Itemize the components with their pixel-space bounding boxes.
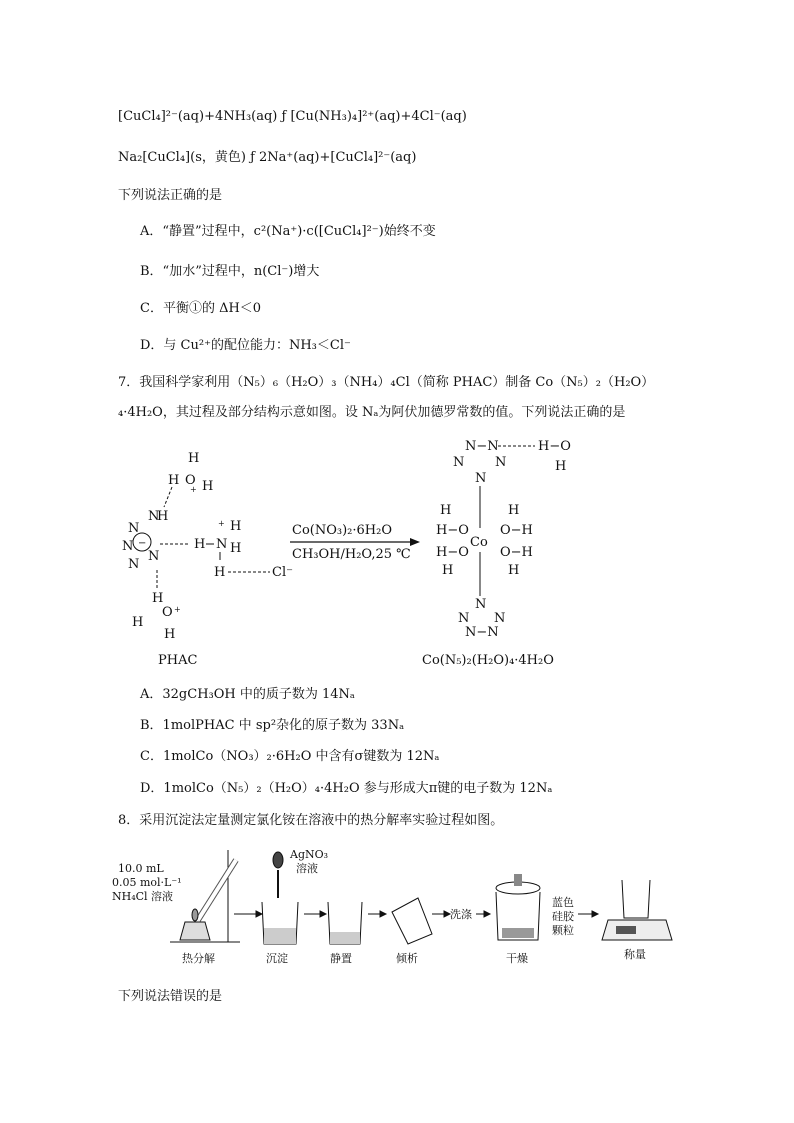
svg-text:N: N — [128, 521, 140, 536]
svg-text:O−H: O−H — [500, 545, 533, 560]
svg-text:N: N — [494, 611, 506, 626]
q7-option-c: C．1molCo（NO₃）₂·6H₂O 中含有σ键数为 12Nₐ — [140, 749, 440, 764]
step-heat: 热分解 — [182, 952, 215, 965]
q8-prompt: 下列说法错误的是 — [118, 989, 223, 1004]
q7-stem-line2: ₄·4H₂O，其过程及部分结构示意如图。设 Nₐ为阿伏加德罗常数的值。下列说法正确的是 — [118, 405, 626, 420]
svg-text:O: O — [162, 605, 173, 620]
svg-text:H: H — [164, 627, 176, 642]
svg-text:H−O: H−O — [436, 523, 469, 538]
svg-text:H: H — [194, 537, 206, 552]
wash-label: 洗涤 — [450, 908, 472, 921]
svg-text:O−H: O−H — [500, 523, 533, 538]
q7-option-d: D．1molCo（N₅）₂（H₂O）₄·4H₂O 参与形成大π键的电子数为 12Nₐ — [140, 781, 553, 796]
svg-text:H−O: H−O — [436, 545, 469, 560]
step-dry: 干燥 — [506, 952, 528, 965]
svg-text:N−N: N−N — [465, 439, 499, 454]
svg-text:N: N — [475, 597, 487, 612]
silica-label-1: 蓝色 — [552, 896, 574, 909]
svg-text:N: N — [122, 539, 134, 554]
svg-text:H: H — [132, 615, 144, 630]
svg-text:−: − — [138, 538, 147, 549]
svg-text:H: H — [508, 503, 520, 518]
silica-label-2: 硅胶 — [552, 910, 574, 923]
q8-apparatus-figure — [110, 840, 690, 975]
product-label: Co(N₅)₂(H₂O)₄·4H₂O — [422, 653, 554, 668]
q6-option-b: B．“加水”过程中，n(Cl⁻)增大 — [140, 264, 320, 279]
q7-stem-line1: 7．我国科学家利用（N₅）₆（H₂O）₃（NH₄）₄Cl（简称 PHAC）制备 Co（N₅）₂（H₂O） — [118, 375, 655, 390]
svg-text:H−O: H−O — [538, 439, 571, 454]
svg-text:H: H — [168, 473, 180, 488]
step-weigh: 称量 — [624, 948, 646, 961]
svg-text:H: H — [442, 563, 454, 578]
chloride-label: Cl⁻ — [272, 565, 293, 580]
q6-option-a: A．“静置”过程中，c²(Na⁺)·c([CuCl₄]²⁻)始终不变 — [140, 224, 436, 239]
svg-text:N: N — [148, 509, 160, 524]
svg-text:N: N — [216, 537, 228, 552]
sample-concentration: 0.05 mol·L⁻¹ — [112, 876, 182, 889]
arrow-conditions: CH₃OH/H₂O,25 ℃ — [292, 547, 411, 562]
svg-text:N: N — [475, 471, 487, 486]
agno3-label: AgNO₃ — [290, 848, 329, 861]
svg-text:N: N — [148, 549, 160, 564]
svg-text:N: N — [453, 455, 465, 470]
svg-text:H: H — [555, 459, 567, 474]
equation-3 — [118, 148, 416, 168]
svg-text:N: N — [128, 557, 140, 572]
svg-text:H: H — [188, 451, 200, 466]
q7-option-b: B．1molPHAC 中 sp²杂化的原子数为 33Nₐ — [140, 718, 405, 733]
q6-prompt: 下列说法正确的是 — [118, 188, 223, 203]
q8-stem: 8．采用沉淀法定量测定氯化铵在溶液中的热分解率实验过程如图。 — [118, 813, 504, 828]
svg-text:H: H — [202, 479, 214, 494]
svg-text:+: + — [218, 519, 225, 528]
svg-text:N: N — [495, 455, 507, 470]
svg-text:H: H — [508, 563, 520, 578]
arrow-reagent: Co(NO₃)₂·6H₂O — [292, 523, 392, 538]
equation-2-text: [CuCl₄]²⁻(aq)+4NH₃(aq) ƒ [Cu(NH₃)₄]²⁺(aq)+4Cl⁻(aq) — [118, 109, 467, 124]
svg-text:H: H — [214, 565, 226, 580]
svg-text:H: H — [230, 519, 242, 534]
q7-structure-figure — [110, 432, 580, 672]
svg-text:H: H — [152, 591, 164, 606]
silica-label-3: 颗粒 — [552, 924, 574, 937]
svg-text:O: O — [185, 473, 196, 488]
svg-text:N−N: N−N — [465, 625, 499, 640]
sample-solution: NH₄Cl 溶液 — [112, 890, 174, 903]
svg-text:H: H — [230, 541, 242, 556]
q6-option-d: D．与 Cu²⁺的配位能力：NH₃＜Cl⁻ — [140, 338, 351, 353]
svg-text:H: H — [157, 509, 169, 524]
agno3-solution-label: 溶液 — [296, 862, 318, 875]
svg-text:Co: Co — [470, 535, 488, 550]
step-precipitate: 沉淀 — [266, 952, 288, 965]
svg-text:N: N — [458, 611, 470, 626]
svg-text:+: + — [174, 605, 181, 614]
phac-label: PHAC — [158, 653, 198, 668]
equation-2 — [118, 107, 467, 127]
step-settle: 静置 — [330, 952, 352, 965]
q7-option-a: A．32gCH₃OH 中的质子数为 14Nₐ — [140, 687, 355, 702]
svg-text:H: H — [440, 503, 452, 518]
q6-option-c: C．平衡①的 ΔH＜0 — [140, 301, 262, 316]
svg-text:+: + — [190, 485, 197, 494]
sample-volume: 10.0 mL — [118, 862, 164, 875]
equation-3-text: Na₂[CuCl₄](s，黄色) ƒ 2Na⁺(aq)+[CuCl₄]²⁻(aq) — [118, 150, 417, 165]
step-decant: 倾析 — [396, 952, 418, 965]
